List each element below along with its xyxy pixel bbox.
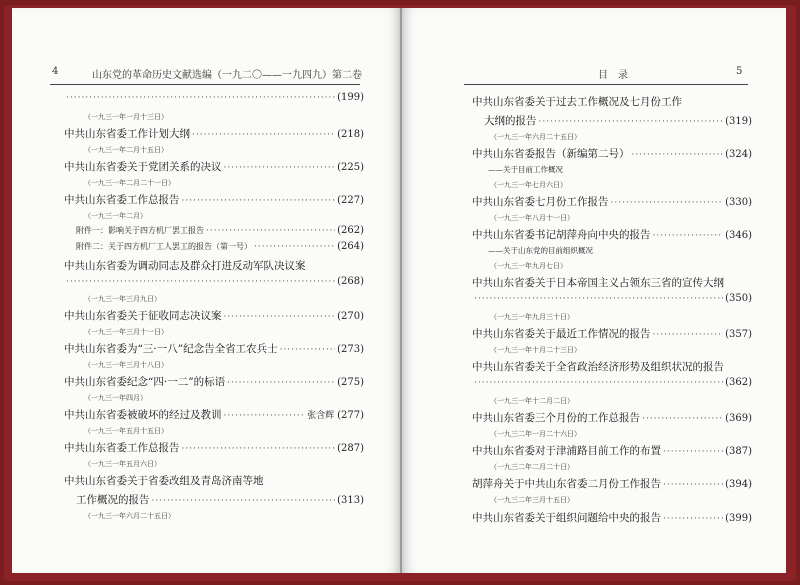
leader-dots [663,447,723,457]
leader-dots [224,163,336,173]
attachment-title: 附件一：影响关于四方机厂罢工报告 [76,226,204,235]
page-ref: (319) [725,116,752,127]
leader-dots [539,117,724,127]
page-ref: (268) [337,276,364,287]
entry-title: 中共山东省委书记胡萍舟向中央的报告 [472,229,651,241]
page-ref: (273) [337,344,364,355]
entry-subtitle: ——关于目前工作概况 [488,165,563,174]
page-ref: (270) [337,311,364,322]
toc-entry[interactable] [472,443,752,458]
entry-title: 中共山东省委对于津浦路目前工作的布置 [472,445,661,457]
toc-entry[interactable] [472,194,752,209]
entry-date: （一九三二年三月十五日） [490,496,574,504]
entry-date: （一九三一年二月十五日） [84,146,168,154]
page-ref: (394) [725,479,752,490]
entry-date: （一九三一年五月六日） [84,460,161,468]
left-page-number: 4 [52,66,59,77]
header-rule [50,84,360,85]
leader-dots [254,242,335,252]
page-ref: (277) [337,410,364,421]
entry-title: 中共山东省委被破坏的经过及教训 [64,409,222,421]
toc-attachment[interactable] [76,225,364,236]
entry-title: 工作概况的报告 [76,494,150,506]
entry-title: 中共山东省委三个月份的工作总报告 [472,412,640,424]
right-running-title: 目 录 [598,70,628,81]
page-ref: (227) [337,195,364,206]
entry-date: （一九三一年六月二十五日） [84,512,175,520]
leader-dots [474,294,723,304]
entry-date: （一九三一年二月） [84,212,147,220]
entry-date: （一九三一年五月十五日） [84,427,168,435]
entry-date: （一九三二年一月二十六日） [490,430,581,438]
toc-entry[interactable] [472,476,752,491]
entry-title: 中共山东省委关于党团关系的决议 [64,161,222,173]
toc-entry[interactable] [472,146,752,161]
page-ref: (330) [725,197,752,208]
toc-entry[interactable] [64,374,364,389]
toc-entry[interactable] [472,359,752,374]
toc-entry-continuation[interactable] [484,113,752,128]
entry-date: （一九三一年八月十一日） [490,214,574,222]
leader-dots [611,198,724,208]
entry-title: 中共山东省委工作总报告 [64,442,180,454]
toc-entry[interactable] [64,341,364,356]
entry-date: （一九三二年二月二十日） [490,463,574,471]
page-ref: (350) [725,293,752,304]
leader-dots [152,496,336,506]
page-ref: (324) [725,149,752,160]
entry-date: （一九三一年一月十三日） [84,113,168,121]
entry-title: 中共山东省委报告（新编第二号） [472,148,630,160]
page-ref: (262) [337,225,364,236]
page-ref: (225) [337,162,364,173]
leader-dots [182,444,336,454]
toc-entry-continuation[interactable] [472,377,752,388]
toc-entry[interactable] [472,410,752,425]
entry-title: 中共山东省委关于全省政治经济形势及组织状况的报告 [472,361,724,373]
toc-entry[interactable] [472,94,752,109]
toc-entry[interactable] [64,308,364,323]
leader-dots [182,196,336,206]
entry-subtitle: ——关于山东党的目前组织概况 [488,246,593,255]
toc-entry[interactable] [64,407,364,422]
toc-entry[interactable] [64,258,364,273]
toc-entry[interactable] [64,126,364,141]
entry-title: 中共山东省委关于过去工作概况及七月份工作 [472,96,682,108]
toc-entry[interactable] [472,326,752,341]
left-page [12,8,400,573]
entry-title: 胡萍舟关于中共山东省委二月份工作报告 [472,478,661,490]
entry-title: 中共山东省委关于省委改组及青岛济南等地 [64,475,264,487]
toc-entry[interactable] [64,192,364,207]
leader-dots [653,231,724,241]
leader-dots [663,514,723,524]
entry-title: 中共山东省委工作计划大纲 [64,128,190,140]
entry-date: （一九三一年九月三十日） [490,313,574,321]
entry-date: （一九三一年三月十八日） [84,361,168,369]
leader-dots [474,378,723,388]
entry-title: 中共山东省委关于征收同志决议案 [64,310,222,322]
page-ref: (369) [725,413,752,424]
leader-dots [653,330,724,340]
toc-entry[interactable] [64,440,364,455]
toc-entry[interactable] [472,227,752,242]
toc-entry[interactable] [64,92,364,103]
attachment-title: 附件二：关于四方机厂工人罢工的报告（第一号） [76,242,252,251]
entry-author: 张含辉 [307,411,335,421]
entry-title: 中共山东省委关于日本帝国主义占领东三省的宣传大纲 [472,277,724,289]
entry-date: （一九三一年四月） [84,394,147,402]
page-ref: (346) [725,230,752,241]
entry-date: （一九三一年十月二十三日） [490,346,581,354]
entry-date: （一九三一年十二月二日） [490,397,574,405]
page-ref: (218) [337,129,364,140]
page-ref: (264) [337,241,364,252]
entry-title: 中共山东省委关于最近工作情况的报告 [472,328,651,340]
leader-dots [224,312,336,322]
entry-date: （一九三一年九月七日） [490,262,567,270]
toc-entry[interactable] [64,473,364,488]
toc-entry[interactable] [472,510,752,525]
entry-date: （一九三一年七月六日） [490,181,567,189]
right-page-number: 5 [736,66,743,77]
entry-date: （一九三一年二月二十一日） [84,179,175,187]
toc-entry-continuation[interactable] [76,492,364,507]
page-ref: (387) [725,446,752,457]
entry-title: 中共山东省委工作总报告 [64,194,180,206]
entry-title: 中共山东省委七月份工作报告 [472,196,609,208]
entry-date: （一九三一年三月九日） [84,295,161,303]
leader-dots [66,93,335,103]
page-ref: (357) [725,329,752,340]
page-ref: (362) [725,377,752,388]
entry-date: （一九三一年三月十一日） [84,328,168,336]
entry-title: 中共山东省委纪念“四·一二”的标语 [64,376,226,388]
page-ref: (313) [337,495,364,506]
left-running-title: 山东党的革命历史文献选编（一九二〇——一九四九）第二卷 [92,70,362,81]
entry-title: 中共山东省委关于组织问题给中央的报告 [472,512,661,524]
toc-entry[interactable] [64,159,364,174]
leader-dots [192,130,335,140]
entry-date: （一九三一年六月二十五日） [490,133,581,141]
leader-dots [663,480,723,490]
leader-dots [206,226,335,236]
leader-dots [66,277,335,287]
page-ref: (399) [725,513,752,524]
page-ref: (275) [337,377,364,388]
entry-title: 大纲的报告 [484,115,537,127]
page-ref: (287) [337,443,364,454]
header-rule [464,84,748,85]
leader-dots [632,150,724,160]
leader-dots [224,411,306,421]
toc-attachment[interactable] [76,241,364,252]
page-ref: (199) [337,92,364,103]
toc-entry[interactable] [472,275,752,290]
entry-title: 中共山东省委为“三·一八”纪念告全省工农兵士 [64,343,278,355]
leader-dots [280,345,336,355]
toc-entry-continuation[interactable] [64,276,364,287]
leader-dots [642,414,723,424]
leader-dots [227,378,335,388]
right-page [402,8,786,573]
entry-title: 中共山东省委为调动同志及群众打进反动军队决议案 [64,260,306,272]
toc-entry-continuation[interactable] [472,293,752,304]
